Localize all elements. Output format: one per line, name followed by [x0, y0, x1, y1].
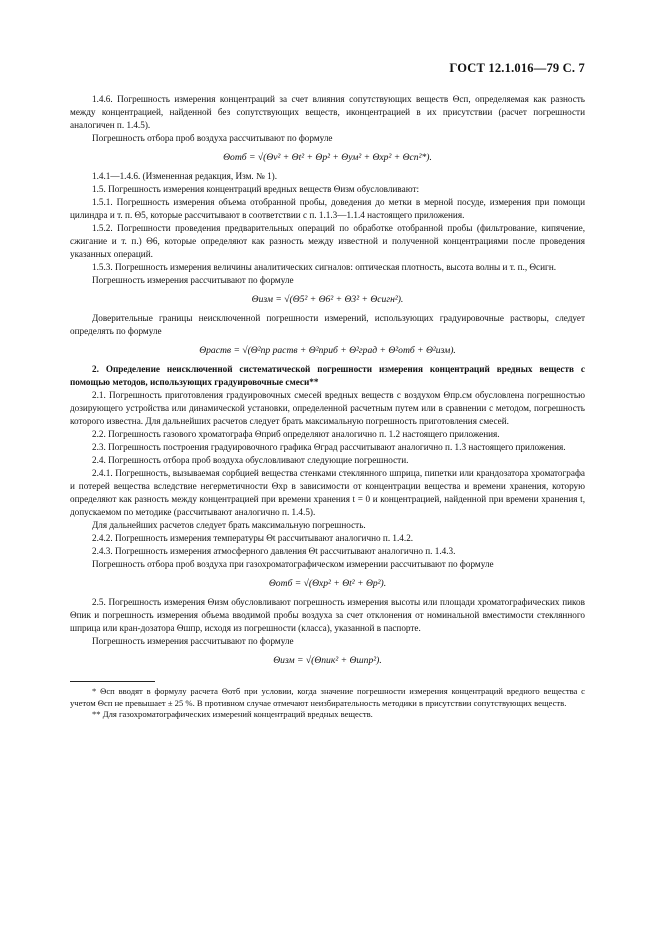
paragraph-izm-intro: Погрешность измерения рассчитывают по формуле: [92, 275, 294, 285]
paragraph-otb-intro: Погрешность отбора проб воздуха рассчитывают по формуле: [92, 133, 333, 143]
paragraph-1-5-3: 1.5.3. Погрешность измерения величины аналитических сигналов: оптическая плотность, высота волны и т. п., Θсигн.: [92, 262, 557, 272]
paragraph-1-5: 1.5. Погрешность измерения концентраций вредных веществ Θизм обусловливают:: [92, 184, 420, 194]
paragraph-2-4-2: 2.4.2. Погрешность измерения температуры Θt рассчитывают аналогично п. 1.4.2.: [92, 533, 414, 543]
formula-otb-gaz: Θотб = √(Θхр² + Θt² + Θр²).: [268, 578, 387, 589]
paragraph-2-5: 2.5. Погрешность измерения Θизм обусловливают погрешность измерения высоты или площади хроматографических пиков Θпик и погрешность измерения объема вводимой пробы воздуха за счет отклонения от номинальной вместимости стеклянного шприца или кран-дозатора Θшпр, исходя из погрешности (класса), указанной в паспорте.: [70, 597, 585, 633]
formula-izm: Θизм = √(Θ5² + Θ6² + Θ3² + Θсигн²).: [251, 294, 404, 305]
paragraph-confidence: Доверительные границы неисключенной погрешности измерений, использующих градуировочные растворы, следует определять по формуле: [70, 313, 585, 336]
paragraph-2-3: 2.3. Погрешность построения градуировочного графика Θград рассчитывают аналогично п. 1.3 настоящего приложения.: [92, 442, 566, 452]
paragraph-1-4-6: 1.4.6. Погрешность измерения концентраций за счет влияния сопутствующих веществ Θсп, определяемая как разность между концентрацией, найденной без сопутствующих веществ, иконцентрацией в их присутствии (расчет погрешности аналогичен п. 1.4.5).: [70, 94, 585, 130]
paragraph-2-1: 2.1. Погрешность приготовления градуировочных смесей вредных веществ с воздухом Θпр.см обусловлена погрешностью дозирующего устройства или динамической установки, определенной расчетным путем или в сравнении с методом, погрешность которого известна. Для дальнейших расчетов следует брать максимальную погрешность приготовления смесей.: [70, 390, 585, 426]
paragraph-gaz-intro: Погрешность отбора проб воздуха при газохроматографическом измерении рассчитывают по формуле: [92, 559, 494, 569]
paragraph-2-4: 2.4. Погрешность отбора проб воздуха обусловливают следующие погрешности.: [92, 455, 409, 465]
paragraph-2-4-3: 2.4.3. Погрешность измерения атмосферного давления Θt рассчитывают аналогично п. 1.4.3.: [92, 546, 456, 556]
formula-rastv: Θраств = √(Θ²пр раств + Θ²приб + Θ²град + Θ²отб + Θ²изм).: [199, 345, 456, 356]
footnote-2: ** Для газохроматографических измерений концентраций вредных веществ.: [92, 709, 373, 719]
paragraph-izm2-intro: Погрешность измерения рассчитывают по формуле: [92, 636, 294, 646]
paragraph-1-5-2: 1.5.2. Погрешности проведения предварительных операций по обработке отобранной пробы (фильтрование, кипячение, сжигание и т. п.) Θ6, которые определяют как разность между известной и полученной концентрациями после проведения указанных операций.: [70, 223, 585, 259]
formula-izm-pik: Θизм = √(Θпик² + Θшпр²).: [273, 655, 382, 666]
footnote-divider: [70, 681, 155, 682]
paragraph-amendment: 1.4.1—1.4.6. (Измененная редакция, Изм. № 1).: [92, 171, 278, 181]
paragraph-2-2: 2.2. Погрешность газового хроматографа Θприб определяют аналогично п. 1.2 настоящего приложения.: [92, 429, 500, 439]
paragraph-max-error: Для дальнейших расчетов следует брать максимальную погрешность.: [92, 520, 366, 530]
formula-otb: Θотб = √(Θv² + Θt² + Θp² + Θум² + Θхр² + Θсп²*).: [223, 152, 432, 163]
paragraph-2-4-1: 2.4.1. Погрешность, вызываемая сорбцией вещества стенками стеклянного шприца, пипетки или крандозатора хроматографа и потерей вещества вследствие негерметичности Θхр в зависимости от концентрации вещества и времени хранения, которую определяют как разность между концентрацией при времени хранения t = 0 и концентрацией, найденной при времени хранения t, допускаемом по методике (рассчитывают аналогично п. 1.4.5).: [70, 468, 585, 517]
paragraph-1-5-1: 1.5.1. Погрешность измерения объема отобранной пробы, доведения до метки в мерной посуде, измерения при помощи цилиндра и т. п. Θ5, которые рассчитывают в соответствии с п. 1.1.3—1.1.4 настоящего приложения.: [70, 197, 585, 220]
section-2-title: 2. Определение неисключенной систематической погрешности измерения концентраций вредных веществ с помощью методов, использующих градуировочные смеси**: [70, 364, 585, 387]
page-header: ГОСТ 12.1.016—79 С. 7: [449, 61, 585, 75]
document-body: [70, 93, 585, 721]
footnote-1: * Θсп вводят в формулу расчета Θотб при условии, когда значение погрешности измерения концентраций вредного вещества с учетом Θсп не превышает ± 25 %. В противном случае отмечают неизбирательность методики в присутствии сопутствующих веществ.: [70, 686, 585, 708]
